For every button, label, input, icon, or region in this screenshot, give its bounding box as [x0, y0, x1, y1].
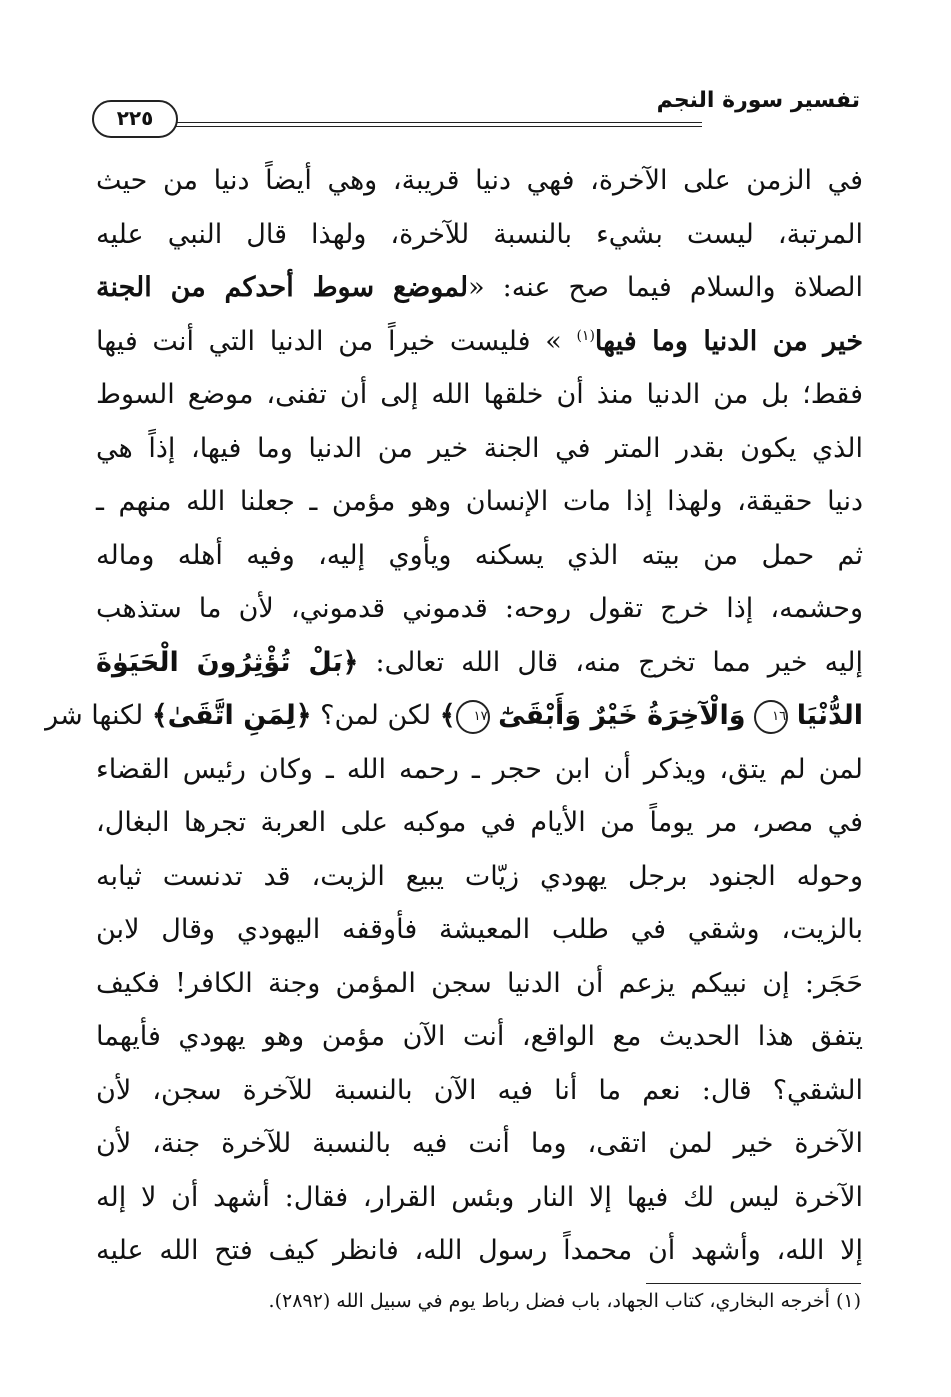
text-line: في الزمن على الآخرة، فهي دنيا قريبة، وهي أيضاً دنيا من حيث — [96, 165, 863, 196]
text-line: المرتبة، ليست بشيء بالنسبة للآخرة، ولهذا قال النبي عليه — [96, 218, 863, 250]
text-line: ثم حمل من بيته الذي يسكنه ويأوي إليه، وفيه أهله وماله — [96, 539, 863, 571]
header-rule-line — [168, 122, 702, 123]
text-line — [45, 689, 863, 743]
text-line: الذي يكون بقدر المتر في الجنة خير من الدنيا وما فيها، إذاً هي — [96, 432, 863, 464]
footnote: (١) أخرجه البخاري، كتاب الجهاد، باب فضل رباط يوم في سبيل الله (٢٨٩٢). — [268, 1290, 861, 1312]
text-line: حَجَر: إن نبيكم يزعم أن الدنيا سجن المؤمن وجنة الكافر! فكيف — [96, 967, 863, 999]
ayah-number-marker: ١٦ — [754, 700, 788, 734]
text-run: الصلاة والسلام فيما صح عنه: « — [468, 272, 863, 303]
quran-verse: ﴿بَلْ تُؤْثِرُونَ الْحَيَوٰةَ — [96, 646, 359, 678]
quran-verse: وَالْآخِرَةُ خَيْرٌ وَأَبْقَىٰٓ — [498, 700, 746, 731]
text-line: وحشمه، إذا خرج تقول روحه: قدموني قدموني، لأن ما ستذهب — [96, 593, 863, 624]
ayah-number-marker: ١٧ — [456, 700, 490, 734]
page-number: ٢٢٥ — [92, 100, 178, 138]
page-header — [90, 86, 860, 136]
footnote-separator — [646, 1283, 861, 1284]
text-line: في مصر، مر يوماً من الأيام في موكبه على العربة تجرها البغال، — [96, 807, 863, 838]
text-line: إلا الله، وأشهد أن محمداً رسول الله، فانظر كيف فتح الله عليه — [96, 1235, 863, 1266]
text-line: الآخرة ليس لك فيها إلا النار وبئس القرار، فقال: أشهد أن لا إله — [96, 1181, 863, 1213]
quran-bracket: ﴾ — [439, 700, 456, 731]
text-line: لمن لم يتق، ويذكر أن ابن حجر ـ رحمه الله ـ وكان رئيس القضاء — [96, 753, 863, 785]
text-line: وحوله الجنود برجل يهودي زيّات يبيع الزيت، قد تدنست ثيابه — [96, 860, 864, 892]
hadith-text: خير من الدنيا وما فيها — [594, 325, 864, 357]
body-text — [45, 154, 864, 1278]
text-line: يتفق هذا الحديث مع الواقع، أنت الآن مؤمن وهو يهودي فأيهما — [96, 1021, 863, 1052]
text-line: الآخرة خير لمن اتقى، وما أنت فيه بالنسبة للآخرة جنة، لأن — [96, 1128, 863, 1159]
quran-verse: ﴿لِمَنِ اتَّقَىٰ﴾ — [151, 700, 312, 731]
text-run: إليه خير مما تخرج منه، قال الله تعالى: — [375, 646, 863, 678]
text-line: فقط؛ بل من الدنيا منذ أن خلقها الله إلى أن تفنى، موضع السوط — [96, 379, 863, 410]
quran-verse: الدُّنْيَا — [796, 700, 863, 731]
text-line — [96, 315, 863, 369]
running-title: تفسير سورة النجم — [656, 88, 860, 113]
hadith-text: لموضع سوط أحدكم من الجنة — [96, 272, 469, 303]
text-line: الشقي؟ قال: نعم ما أنا فيه الآن بالنسبة للآخرة سجن، لأن — [96, 1074, 863, 1106]
text-line — [96, 636, 863, 690]
text-run: لكنها شر — [45, 700, 144, 731]
text-line — [96, 261, 863, 315]
header-rule-line — [168, 126, 702, 127]
header-rule — [168, 122, 702, 129]
footnote-marker: (١) — [576, 327, 595, 344]
text-run: لكن لمن؟ — [320, 700, 432, 731]
text-line: دنيا حقيقة، ولهذا إذا مات الإنسان وهو مؤمن ـ جعلنا الله منهم ـ — [96, 486, 863, 517]
text-line: بالزيت، وشقي في طلب المعيشة فأوقفه اليهودي وقال لابن — [96, 914, 863, 945]
text-run: » فليست خيراً من الدنيا التي أنت فيها — [96, 325, 562, 357]
